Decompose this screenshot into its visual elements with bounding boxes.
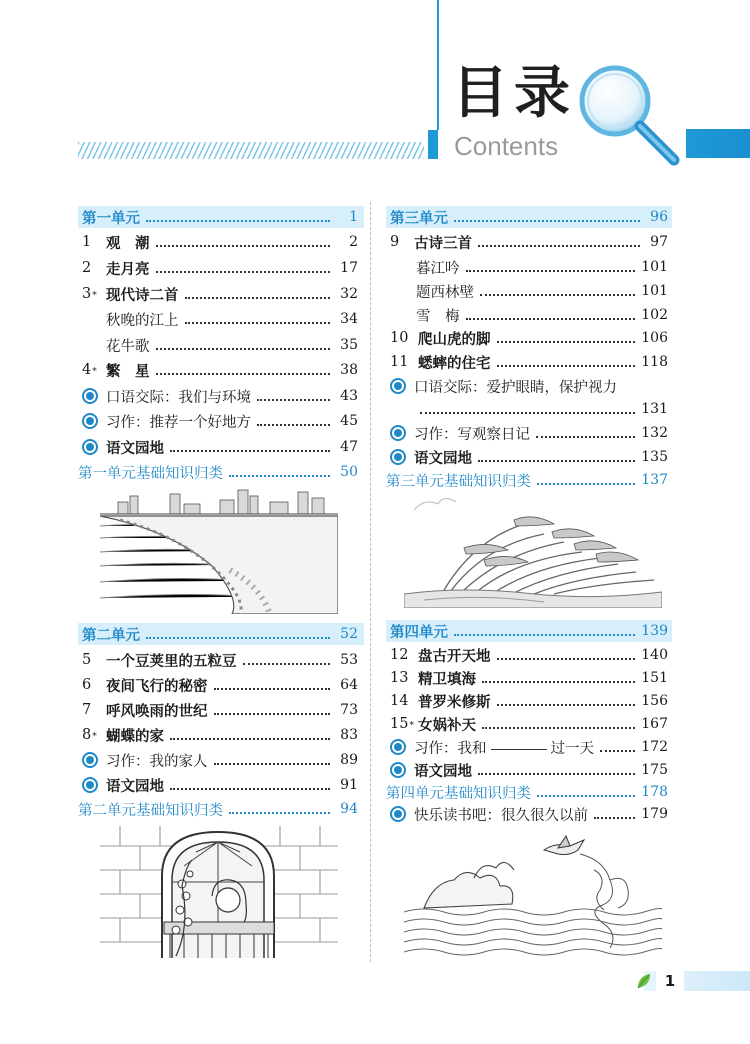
bullet-circle-icon — [82, 439, 98, 455]
lesson-number: 14 — [390, 693, 409, 709]
lesson-number: 7 — [82, 702, 92, 718]
poem-title: 秋晚的江上 — [106, 312, 179, 329]
toc-writing[interactable] — [82, 409, 358, 433]
page-number: 64 — [340, 677, 358, 693]
toc-oral-communication[interactable] — [82, 384, 358, 408]
page-number: 89 — [340, 752, 358, 768]
page-number: 1 — [349, 209, 358, 225]
lesson-title: 普罗米修斯 — [418, 693, 491, 711]
poem-title: 暮江吟 — [416, 260, 460, 277]
page-subtitle: Contents — [454, 131, 559, 161]
toc-subentry[interactable] — [416, 303, 668, 327]
header-right-band — [686, 129, 750, 158]
header-vertical-rule — [437, 0, 439, 130]
toc-unit-summary[interactable] — [78, 460, 358, 484]
toc-entry-15[interactable] — [390, 712, 668, 736]
page-number: 156 — [641, 693, 668, 709]
unit-label: 第一单元 — [82, 209, 140, 227]
unit-label: 第二单元 — [82, 626, 140, 644]
fill-in-blank — [491, 749, 547, 750]
header-block — [428, 130, 438, 159]
page-number: 179 — [641, 806, 668, 822]
page-title: 目录 — [452, 61, 576, 126]
page-number: 45 — [340, 413, 358, 429]
toc-language-garden[interactable] — [390, 445, 668, 469]
bullet-circle-icon — [82, 752, 98, 768]
reeds-illustration — [404, 490, 662, 608]
lesson-number: 6 — [82, 677, 92, 693]
leader-dots — [156, 244, 331, 247]
toc-unit-4[interactable] — [390, 619, 668, 643]
lesson-title: 蝴蝶的家 — [106, 727, 164, 745]
lesson-number: 9 — [390, 234, 400, 250]
lesson-number: 4 * — [82, 362, 97, 378]
lesson-number: 1 — [82, 234, 92, 250]
magnifier-icon — [570, 56, 690, 176]
leader-dots — [497, 657, 636, 660]
section-title: 语文园地 — [414, 762, 472, 780]
leader-dots — [482, 726, 635, 729]
toc-subentry[interactable] — [106, 333, 358, 357]
leader-dots — [156, 270, 331, 273]
toc-entry-9[interactable] — [390, 230, 668, 254]
section-title: 语文园地 — [414, 449, 472, 467]
page-number: 135 — [641, 449, 668, 465]
page-number: 132 — [641, 425, 668, 441]
bullet-circle-icon — [390, 739, 406, 755]
leader-dots — [243, 662, 331, 665]
page-number: 167 — [641, 716, 668, 732]
leader-dots — [170, 787, 330, 790]
page-number: 131 — [641, 401, 668, 417]
toc-subentry[interactable] — [106, 307, 358, 331]
section-title: 语文园地 — [106, 777, 164, 795]
page-number: 172 — [641, 739, 668, 755]
leader-dots — [478, 772, 635, 775]
section-title: 口语交际：我们与环境 — [106, 389, 251, 406]
toc-entry-11[interactable] — [390, 350, 668, 374]
leader-dots — [537, 794, 635, 797]
poem-title: 雪 梅 — [416, 308, 460, 325]
bullet-circle-icon — [390, 449, 406, 465]
toc-entry-4[interactable] — [82, 358, 358, 382]
leader-dots — [214, 687, 331, 690]
page-number: 175 — [641, 762, 668, 778]
column-divider — [370, 202, 372, 962]
bird-waves-illustration — [404, 830, 662, 958]
leader-dots — [146, 636, 330, 639]
section-title-suffix: 过一天 — [550, 740, 594, 757]
section-title: 第二单元基础知识归类 — [78, 802, 223, 819]
page-number: 97 — [650, 234, 668, 250]
toc-entry-6[interactable] — [82, 673, 358, 697]
leader-dots — [497, 703, 636, 706]
leader-dots — [466, 317, 636, 320]
toc-happy-reading[interactable] — [390, 802, 668, 826]
lesson-title: 繁 星 — [106, 362, 150, 380]
page-number: 47 — [340, 439, 358, 455]
leader-dots — [170, 449, 330, 452]
lesson-title: 一个豆荚里的五粒豆 — [106, 652, 237, 670]
bullet-circle-icon — [390, 806, 406, 822]
toc-unit-2[interactable] — [82, 622, 358, 646]
section-title: 习作：我和 — [414, 740, 487, 757]
page-number: 2 — [349, 234, 358, 250]
page-number: 96 — [650, 209, 668, 225]
lesson-number: 5 — [82, 652, 92, 668]
page-number-footer: 1 — [656, 970, 684, 992]
leader-dots — [156, 347, 331, 350]
leader-dots — [497, 364, 636, 367]
lesson-number: 11 — [390, 354, 409, 370]
leader-dots — [466, 269, 636, 272]
section-title: 第四单元基础知识归类 — [386, 785, 531, 802]
leader-dots — [214, 712, 331, 715]
leader-dots — [454, 633, 635, 636]
toc-entry-10[interactable] — [390, 326, 668, 350]
page-number: 53 — [340, 652, 358, 668]
bullet-circle-icon — [82, 413, 98, 429]
toc-unit-3[interactable] — [390, 205, 668, 229]
toc-subentry[interactable] — [416, 255, 668, 279]
leader-dots — [600, 749, 635, 752]
toc-entry-8[interactable] — [82, 723, 358, 747]
toc-entry-13[interactable] — [390, 666, 668, 690]
page-number: 43 — [340, 388, 358, 404]
leader-dots — [537, 482, 635, 485]
lesson-title: 现代诗二首 — [106, 286, 179, 304]
leader-dots — [478, 244, 640, 247]
leader-dots — [480, 293, 635, 296]
bullet-circle-icon — [82, 388, 98, 404]
toc-writing[interactable] — [390, 735, 668, 759]
lesson-title: 盘古开天地 — [418, 647, 491, 665]
page-number: 139 — [641, 623, 668, 639]
toc-oral-communication-page[interactable] — [390, 397, 668, 421]
lesson-title: 夜间飞行的秘密 — [106, 677, 208, 695]
leaf-icon — [636, 972, 652, 990]
leader-dots — [594, 816, 635, 819]
page-number: 35 — [340, 337, 358, 353]
page-number: 50 — [340, 464, 358, 480]
toc-subentry[interactable] — [416, 279, 668, 303]
page-number: 118 — [641, 354, 668, 370]
page-number: 137 — [641, 472, 668, 488]
toc-language-garden[interactable] — [390, 758, 668, 782]
lesson-number: 13 — [390, 670, 409, 686]
toc-entry-2[interactable] — [82, 256, 358, 280]
section-title: 习作：写观察日记 — [414, 426, 530, 443]
toc-unit-summary[interactable] — [386, 468, 668, 492]
section-title: 习作：推荐一个好地方 — [106, 414, 251, 431]
toc-entry-14[interactable] — [390, 689, 668, 713]
page-number: 178 — [641, 784, 668, 800]
page-number: 102 — [641, 307, 668, 323]
lesson-title: 走月亮 — [106, 260, 150, 278]
page-number: 140 — [641, 647, 668, 663]
lesson-title: 蟋蟀的住宅 — [418, 354, 491, 372]
section-title: 口语交际：爱护眼睛，保护视力 — [414, 379, 617, 396]
leader-dots — [482, 680, 635, 683]
page-number: 101 — [641, 283, 668, 299]
leader-dots — [454, 219, 640, 222]
leader-dots — [185, 296, 331, 299]
toc-writing[interactable] — [82, 748, 358, 772]
toc-writing[interactable] — [390, 421, 668, 445]
leader-dots — [214, 762, 331, 765]
toc-entry-1[interactable] — [82, 230, 358, 254]
leader-dots — [156, 372, 331, 375]
header-hatch-band — [78, 142, 424, 159]
page-number: 91 — [340, 777, 358, 793]
page-number: 73 — [340, 702, 358, 718]
tide-illustration — [100, 486, 338, 614]
lesson-number: 3 * — [82, 286, 97, 302]
section-title: 第三单元基础知识归类 — [386, 473, 531, 490]
toc-entry-12[interactable] — [390, 643, 668, 667]
section-title: 习作：我的家人 — [106, 753, 208, 770]
toc-unit-1[interactable] — [82, 205, 358, 229]
page-number: 151 — [641, 670, 668, 686]
toc-unit-summary[interactable] — [78, 797, 358, 821]
leader-dots — [229, 811, 330, 814]
toc-unit-summary[interactable] — [386, 780, 668, 804]
lesson-number: 15 * — [390, 716, 414, 732]
page-number: 38 — [340, 362, 358, 378]
leader-dots — [146, 219, 330, 222]
bullet-circle-icon — [390, 762, 406, 778]
lesson-title: 观 潮 — [106, 234, 150, 252]
toc-oral-communication[interactable] — [390, 374, 668, 398]
toc-entry-7[interactable] — [82, 698, 358, 722]
poem-title: 花牛歌 — [106, 338, 150, 355]
page-number: 17 — [340, 260, 358, 276]
section-title: 第一单元基础知识归类 — [78, 465, 223, 482]
page-number: 94 — [340, 801, 358, 817]
toc-language-garden[interactable] — [82, 435, 358, 459]
lesson-title: 古诗三首 — [414, 234, 472, 252]
window-girl-illustration — [100, 826, 338, 958]
leader-dots — [497, 340, 636, 343]
lesson-number: 2 — [82, 260, 92, 276]
page-number: 101 — [641, 259, 668, 275]
unit-label: 第四单元 — [390, 623, 448, 641]
page-number: 34 — [340, 311, 358, 327]
lesson-title: 爬山虎的脚 — [418, 330, 491, 348]
lesson-number: 8 * — [82, 727, 97, 743]
lesson-title: 女娲补天 — [418, 716, 476, 734]
leader-dots — [257, 423, 330, 426]
lesson-title: 精卫填海 — [418, 670, 476, 688]
toc-entry-3[interactable] — [82, 282, 358, 306]
leader-dots — [478, 459, 635, 462]
section-title: 快乐读书吧：很久很久以前 — [414, 807, 588, 824]
bullet-circle-icon — [390, 378, 406, 394]
page-number: 32 — [340, 286, 358, 302]
page-number: 83 — [340, 727, 358, 743]
leader-dots — [257, 398, 330, 401]
leader-dots — [420, 411, 635, 414]
page-number: 106 — [641, 330, 668, 346]
page-number: 52 — [340, 626, 358, 642]
bullet-circle-icon — [390, 425, 406, 441]
bullet-circle-icon — [82, 777, 98, 793]
toc-language-garden[interactable] — [82, 773, 358, 797]
leader-dots — [536, 435, 635, 438]
unit-label: 第三单元 — [390, 209, 448, 227]
lesson-number: 10 — [390, 330, 409, 346]
leader-dots — [170, 737, 330, 740]
leader-dots — [185, 321, 331, 324]
poem-title: 题西林壁 — [416, 284, 474, 301]
lesson-number: 12 — [390, 647, 409, 663]
section-title: 语文园地 — [106, 439, 164, 457]
toc-entry-5[interactable] — [82, 648, 358, 672]
leader-dots — [229, 474, 330, 477]
lesson-title: 呼风唤雨的世纪 — [106, 702, 208, 720]
